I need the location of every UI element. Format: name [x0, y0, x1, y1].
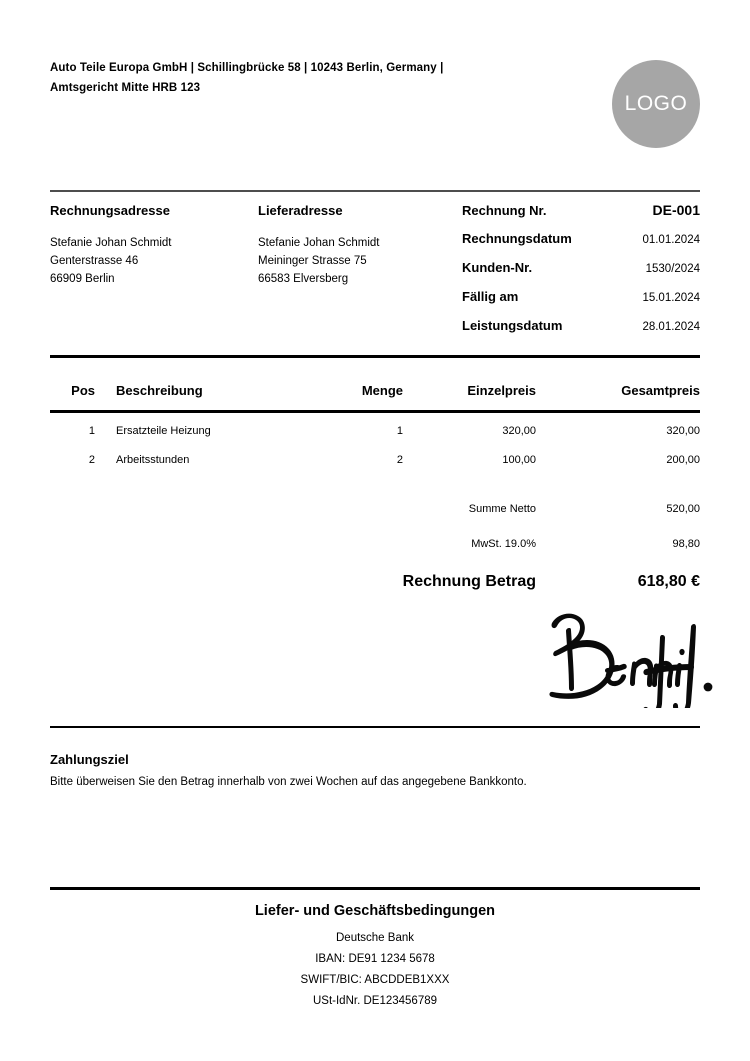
divider-above-addresses [50, 190, 700, 192]
shipping-address-line-3: 66583 Elversberg [258, 273, 349, 285]
meta-label-invoice-date: Rechnungsdatum [462, 231, 572, 246]
meta-value-invoice-date: 01.01.2024 [642, 234, 700, 246]
divider-below-table-header [50, 410, 700, 413]
totals-row-net [50, 503, 700, 538]
column-header-description: Beschreibung [116, 383, 203, 398]
totals-label-tax: MwSt. 19.0% [471, 538, 536, 550]
divider-above-payment-terms [50, 726, 700, 728]
billing-address-block [50, 203, 250, 288]
column-header-total-price: Gesamtpreis [621, 383, 700, 398]
meta-label-due-date: Fällig am [462, 289, 519, 304]
table-row [50, 425, 700, 454]
invoice-meta-block [462, 202, 700, 347]
totals-label-grand-total: Rechnung Betrag [402, 573, 536, 590]
meta-row-invoice-number [462, 202, 700, 231]
cell-quantity: 1 [396, 425, 403, 437]
items-table-body [50, 425, 700, 483]
meta-label-customer-number: Kunden-Nr. [462, 260, 533, 275]
meta-value-customer-number: 1530/2024 [645, 263, 700, 275]
billing-address-line-2: Genterstrasse 46 [50, 255, 139, 267]
items-table-header [50, 383, 700, 410]
meta-value-due-date: 15.01.2024 [642, 292, 700, 304]
billing-address-line-3: 66909 Berlin [50, 273, 115, 285]
totals-value-tax: 98,80 [672, 538, 700, 550]
column-header-quantity: Menge [361, 383, 403, 398]
column-header-unit-price: Einzelpreis [467, 383, 536, 398]
totals-label-net: Summe Netto [468, 503, 536, 515]
footer-vat-id: USt-IdNr. DE123456789 [312, 995, 438, 1007]
meta-row-customer-number [462, 260, 700, 289]
divider-above-table-header [50, 355, 700, 358]
divider-above-footer [50, 887, 700, 890]
table-row [50, 454, 700, 483]
billing-address-line-1: Stefanie Johan Schmidt [50, 237, 172, 249]
footer-title: Liefer- und Geschäftsbedingungen [254, 903, 496, 919]
footer-swift-bic: SWIFT/BIC: ABCDDEB1XXX [300, 974, 450, 986]
totals-value-grand-total: 618,80 € [637, 573, 700, 590]
payment-terms-block [50, 752, 700, 790]
payment-terms-text: Bitte überweisen Sie den Betrag innerhalb von zwei Wochen auf das angegebene Bankkonto. [50, 776, 527, 788]
totals-block [50, 503, 700, 613]
shipping-address-title: Lieferadresse [258, 203, 343, 218]
cell-quantity: 2 [396, 454, 403, 466]
cell-pos: 2 [88, 454, 95, 466]
meta-label-invoice-number: Rechnung Nr. [462, 203, 547, 218]
footer-bank-name: Deutsche Bank [336, 932, 414, 944]
company-header-line-1: Auto Teile Europa GmbH | Schillingbrücke 58 | 10243 Berlin, Germany | [50, 62, 444, 74]
totals-value-net: 520,00 [666, 503, 700, 515]
meta-value-invoice-number: DE-001 [652, 202, 700, 218]
cell-description: Arbeitsstunden [116, 454, 190, 466]
company-header [50, 58, 490, 98]
meta-label-service-date: Leistungsdatum [462, 318, 563, 333]
footer-iban: IBAN: DE91 1234 5678 [315, 953, 435, 965]
cell-pos: 1 [88, 425, 95, 437]
logo-label: LOGO [624, 92, 688, 115]
meta-row-service-date [462, 318, 700, 347]
footer-block [50, 903, 700, 1012]
shipping-address-line-2: Meininger Strasse 75 [258, 255, 367, 267]
shipping-address-block [258, 203, 458, 288]
company-logo [612, 60, 700, 148]
billing-address-title: Rechnungsadresse [50, 203, 170, 218]
signature-image [542, 604, 714, 708]
column-header-pos: Pos [71, 383, 95, 398]
totals-row-tax [50, 538, 700, 573]
meta-value-service-date: 28.01.2024 [642, 321, 700, 333]
cell-total-price: 200,00 [666, 454, 700, 466]
cell-total-price: 320,00 [666, 425, 700, 437]
meta-row-due-date [462, 289, 700, 318]
meta-row-invoice-date [462, 231, 700, 260]
cell-unit-price: 320,00 [502, 425, 536, 437]
payment-terms-title: Zahlungsziel [50, 752, 129, 767]
cell-description: Ersatzteile Heizung [116, 425, 211, 437]
cell-unit-price: 100,00 [502, 454, 536, 466]
shipping-address-line-1: Stefanie Johan Schmidt [258, 237, 380, 249]
table-header-row [50, 383, 700, 410]
company-header-line-2: Amtsgericht Mitte HRB 123 [50, 82, 201, 94]
